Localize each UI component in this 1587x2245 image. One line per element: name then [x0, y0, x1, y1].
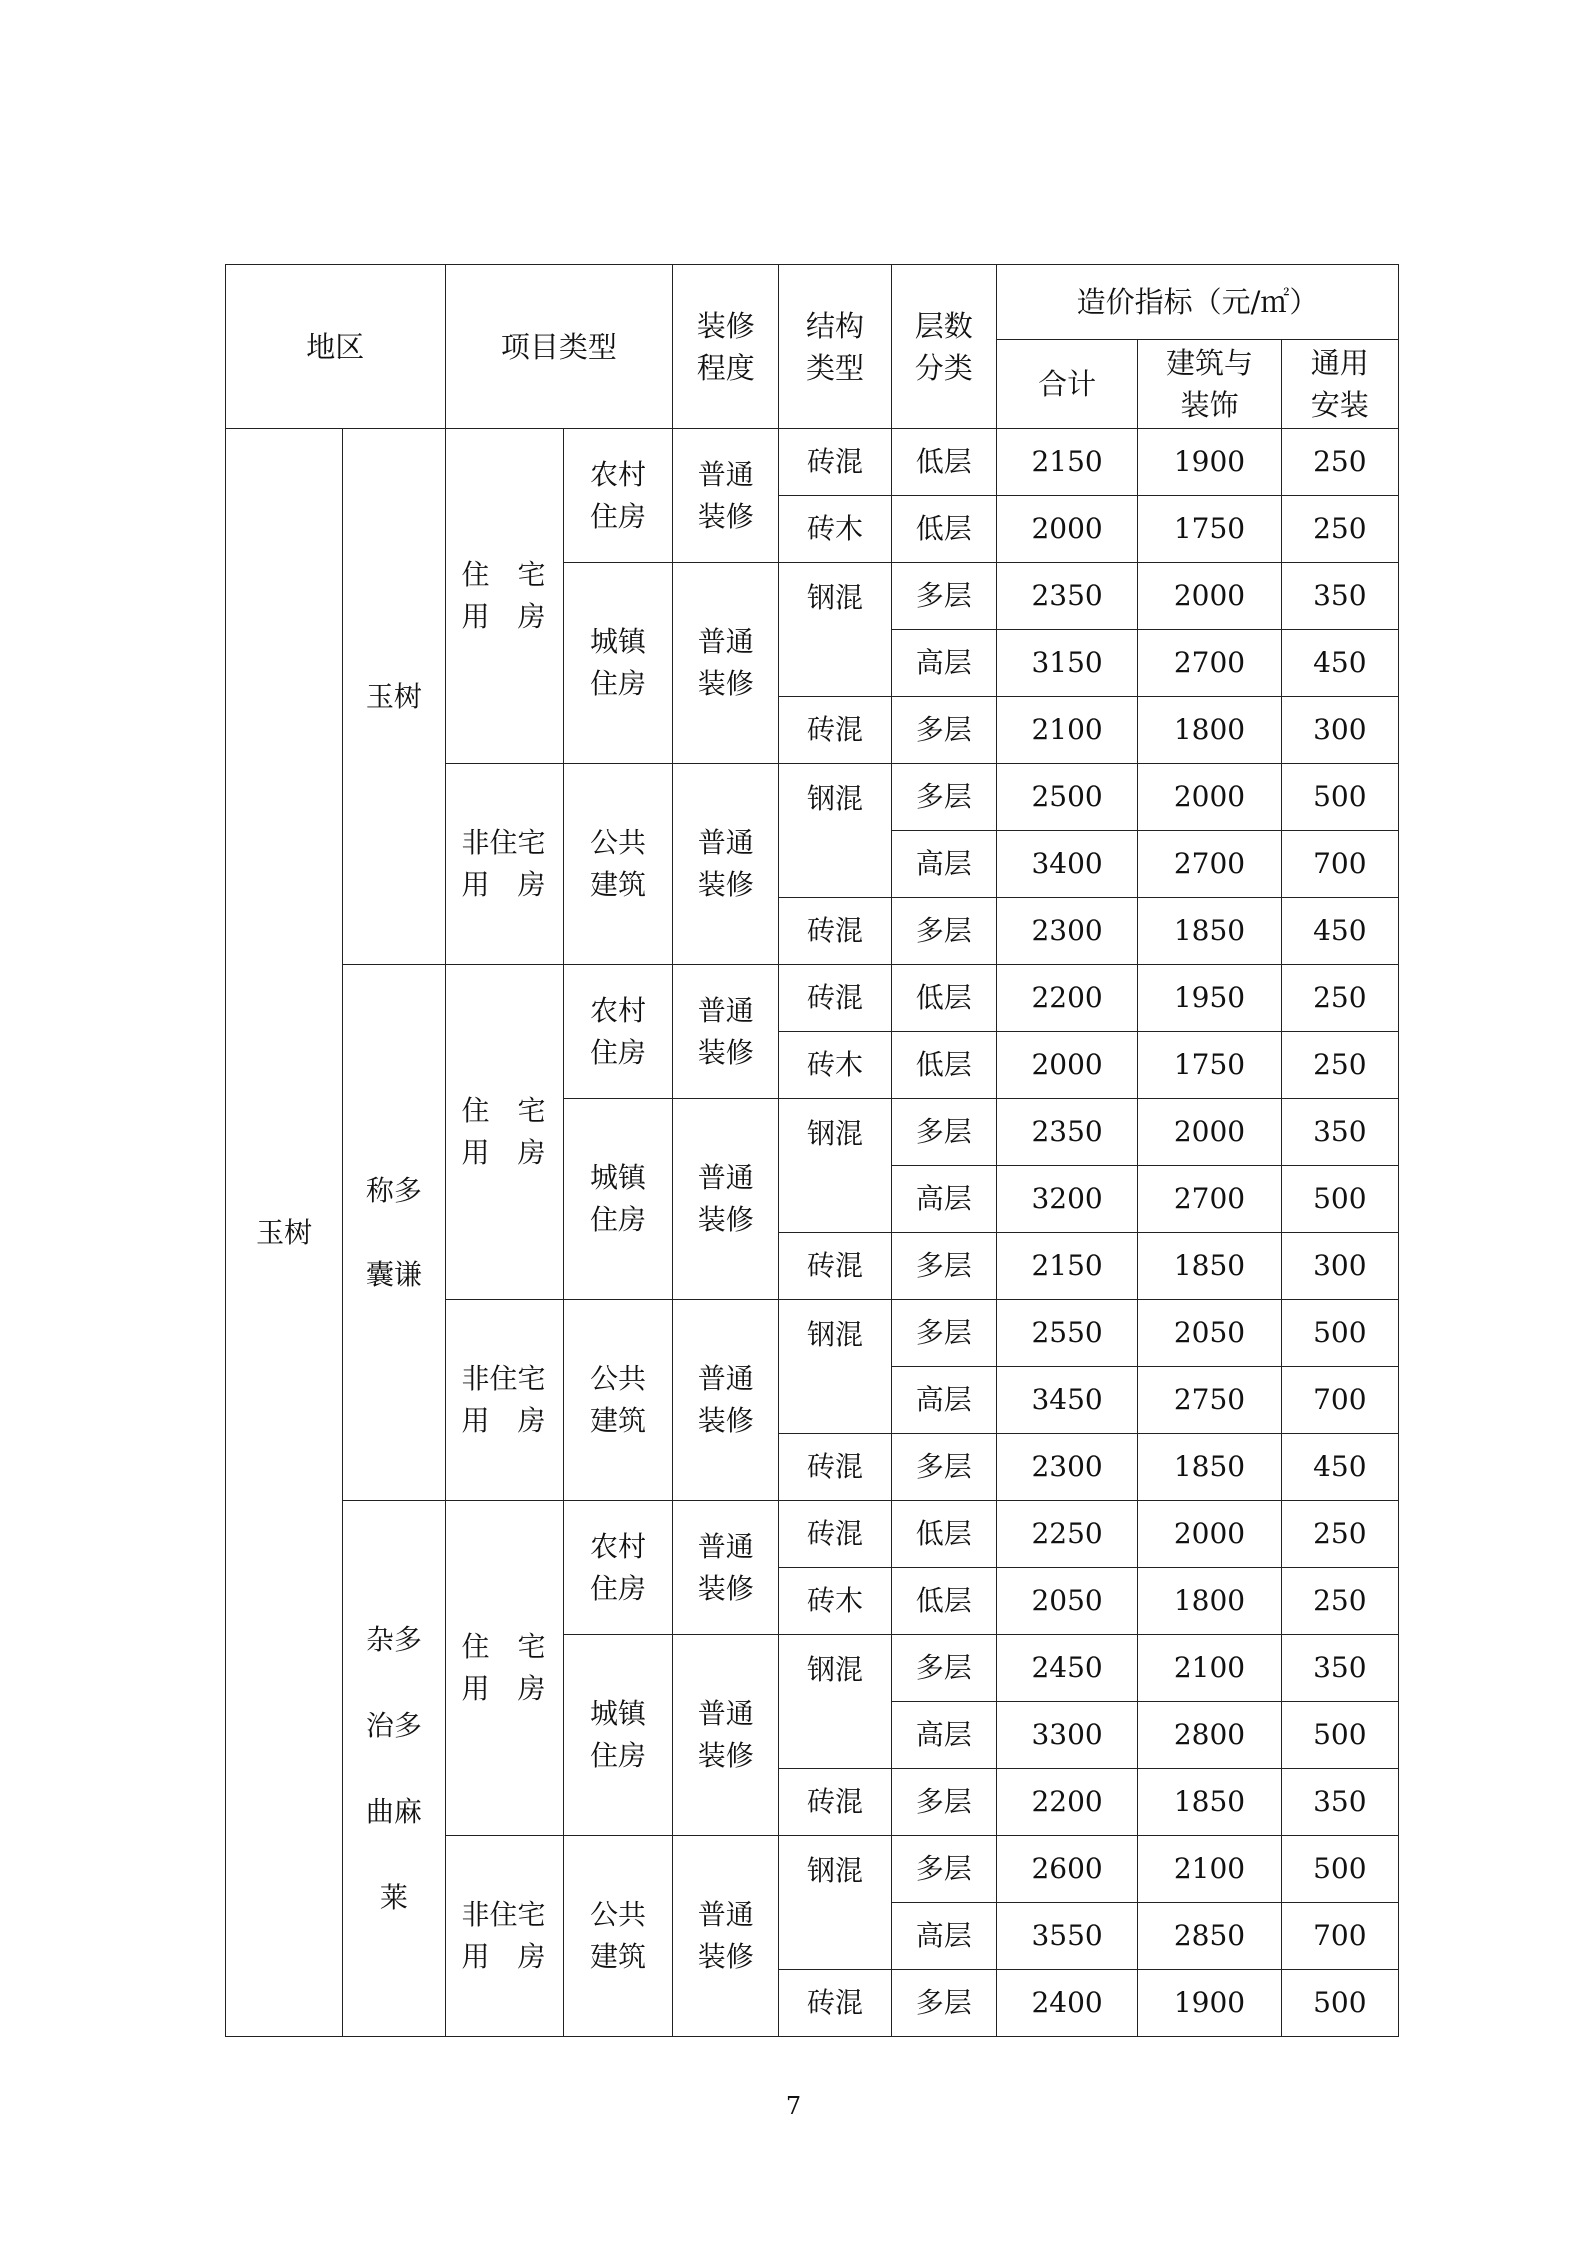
total-cell: 2600 [996, 1836, 1137, 1903]
header-structure: 结构 类型 [779, 265, 891, 429]
structure-cell: 砖混 [779, 1233, 891, 1300]
building-cost-cell: 2050 [1138, 1300, 1281, 1367]
structure-cell: 钢混 [779, 1099, 891, 1233]
total-cell: 2100 [996, 697, 1137, 764]
table-row [226, 429, 1399, 496]
decoration-cell: 普通 装修 [673, 1836, 779, 2037]
floor-cell: 高层 [891, 1166, 996, 1233]
building-cost-cell: 1750 [1138, 1032, 1281, 1099]
install-cost-cell: 500 [1281, 1836, 1398, 1903]
install-cost-cell: 450 [1281, 630, 1398, 697]
install-cost-cell: 700 [1281, 1367, 1398, 1434]
header-decoration: 装修 程度 [673, 265, 779, 429]
install-cost-cell: 300 [1281, 1233, 1398, 1300]
total-cell: 2000 [996, 1032, 1137, 1099]
floor-cell: 多层 [891, 1970, 996, 2037]
floor-cell: 多层 [891, 1635, 996, 1702]
install-cost-cell: 250 [1281, 1568, 1398, 1635]
install-cost-cell: 700 [1281, 831, 1398, 898]
install-cost-cell: 700 [1281, 1903, 1398, 1970]
install-cost-cell: 250 [1281, 965, 1398, 1032]
total-cell: 2150 [996, 429, 1137, 496]
total-cell: 3150 [996, 630, 1137, 697]
floor-cell: 多层 [891, 764, 996, 831]
decoration-cell: 普通 装修 [673, 429, 779, 563]
decoration-cell: 普通 装修 [673, 1099, 779, 1300]
county-cell: 杂多 治多 曲麻 莱 [343, 1501, 445, 2037]
subtype-cell: 公共 建筑 [563, 1300, 672, 1501]
subtype-cell: 公共 建筑 [563, 764, 672, 965]
building-cost-cell: 1800 [1138, 697, 1281, 764]
install-cost-cell: 250 [1281, 1032, 1398, 1099]
floor-cell: 低层 [891, 496, 996, 563]
decoration-cell: 普通 装修 [673, 563, 779, 764]
category-cell: 住 宅 用 房 [445, 1501, 563, 1836]
total-cell: 2500 [996, 764, 1137, 831]
header-building: 建筑与 装饰 [1138, 340, 1281, 429]
total-cell: 2350 [996, 563, 1137, 630]
subtype-cell: 公共 建筑 [563, 1836, 672, 2037]
building-cost-cell: 1950 [1138, 965, 1281, 1032]
subtype-cell: 农村 住房 [563, 965, 672, 1099]
floor-cell: 低层 [891, 1568, 996, 1635]
subtype-cell: 农村 住房 [563, 1501, 672, 1635]
decoration-cell: 普通 装修 [673, 1300, 779, 1501]
county-cell: 玉树 [343, 429, 445, 965]
floor-cell: 低层 [891, 1032, 996, 1099]
structure-cell: 砖木 [779, 1032, 891, 1099]
floor-cell: 低层 [891, 429, 996, 496]
total-cell: 2300 [996, 898, 1137, 965]
building-cost-cell: 2850 [1138, 1903, 1281, 1970]
total-cell: 2150 [996, 1233, 1137, 1300]
install-cost-cell: 450 [1281, 898, 1398, 965]
subtype-cell: 城镇 住房 [563, 1635, 672, 1836]
page-number: 7 [785, 2092, 802, 2120]
decoration-cell: 普通 装修 [673, 764, 779, 965]
structure-cell: 砖混 [779, 1970, 891, 2037]
install-cost-cell: 350 [1281, 1769, 1398, 1836]
total-cell: 2300 [996, 1434, 1137, 1501]
install-cost-cell: 500 [1281, 1970, 1398, 2037]
install-cost-cell: 500 [1281, 1300, 1398, 1367]
building-cost-cell: 2000 [1138, 1099, 1281, 1166]
building-cost-cell: 2000 [1138, 563, 1281, 630]
table-body [226, 429, 1399, 2037]
county-cell: 称多 囊谦 [343, 965, 445, 1501]
total-cell: 3400 [996, 831, 1137, 898]
floor-cell: 多层 [891, 563, 996, 630]
install-cost-cell: 350 [1281, 563, 1398, 630]
total-cell: 2200 [996, 965, 1137, 1032]
category-cell: 非住宅 用 房 [445, 764, 563, 965]
header-region: 地区 [226, 265, 446, 429]
structure-cell: 砖混 [779, 697, 891, 764]
floor-cell: 高层 [891, 831, 996, 898]
structure-cell: 砖混 [779, 965, 891, 1032]
region-cell: 玉树 [226, 429, 343, 2037]
install-cost-cell: 500 [1281, 764, 1398, 831]
floor-cell: 多层 [891, 1769, 996, 1836]
category-cell: 住 宅 用 房 [445, 429, 563, 764]
decoration-cell: 普通 装修 [673, 965, 779, 1099]
floor-cell: 低层 [891, 1501, 996, 1568]
install-cost-cell: 350 [1281, 1099, 1398, 1166]
total-cell: 3450 [996, 1367, 1137, 1434]
total-cell: 2000 [996, 496, 1137, 563]
install-cost-cell: 500 [1281, 1166, 1398, 1233]
header-floors: 层数 分类 [891, 265, 996, 429]
total-cell: 3300 [996, 1702, 1137, 1769]
header-project-type: 项目类型 [445, 265, 673, 429]
total-cell: 2350 [996, 1099, 1137, 1166]
install-cost-cell: 250 [1281, 429, 1398, 496]
total-cell: 2250 [996, 1501, 1137, 1568]
structure-cell: 钢混 [779, 764, 891, 898]
floor-cell: 多层 [891, 1300, 996, 1367]
building-cost-cell: 1850 [1138, 1233, 1281, 1300]
category-cell: 非住宅 用 房 [445, 1836, 563, 2037]
structure-cell: 钢混 [779, 563, 891, 697]
building-cost-cell: 2700 [1138, 1166, 1281, 1233]
building-cost-cell: 2100 [1138, 1635, 1281, 1702]
building-cost-cell: 2800 [1138, 1702, 1281, 1769]
building-cost-cell: 2700 [1138, 630, 1281, 697]
building-cost-cell: 2000 [1138, 764, 1281, 831]
install-cost-cell: 450 [1281, 1434, 1398, 1501]
floor-cell: 多层 [891, 1836, 996, 1903]
floor-cell: 多层 [891, 1434, 996, 1501]
table-row [226, 1501, 1399, 1568]
install-cost-cell: 500 [1281, 1702, 1398, 1769]
building-cost-cell: 2750 [1138, 1367, 1281, 1434]
structure-cell: 砖混 [779, 429, 891, 496]
structure-cell: 钢混 [779, 1300, 891, 1434]
building-cost-cell: 1800 [1138, 1568, 1281, 1635]
total-cell: 2050 [996, 1568, 1137, 1635]
building-cost-cell: 1750 [1138, 496, 1281, 563]
install-cost-cell: 350 [1281, 1635, 1398, 1702]
floor-cell: 高层 [891, 1702, 996, 1769]
subtype-cell: 城镇 住房 [563, 563, 672, 764]
install-cost-cell: 250 [1281, 1501, 1398, 1568]
subtype-cell: 城镇 住房 [563, 1099, 672, 1300]
building-cost-cell: 1850 [1138, 898, 1281, 965]
total-cell: 2400 [996, 1970, 1137, 2037]
structure-cell: 砖混 [779, 898, 891, 965]
floor-cell: 高层 [891, 1903, 996, 1970]
building-cost-cell: 1850 [1138, 1769, 1281, 1836]
table-row [226, 965, 1399, 1032]
total-cell: 2550 [996, 1300, 1137, 1367]
structure-cell: 钢混 [779, 1635, 891, 1769]
floor-cell: 多层 [891, 1099, 996, 1166]
building-cost-cell: 2000 [1138, 1501, 1281, 1568]
total-cell: 2450 [996, 1635, 1137, 1702]
decoration-cell: 普通 装修 [673, 1635, 779, 1836]
total-cell: 3200 [996, 1166, 1137, 1233]
floor-cell: 多层 [891, 898, 996, 965]
decoration-cell: 普通 装修 [673, 1501, 779, 1635]
floor-cell: 多层 [891, 697, 996, 764]
header-cost-index: 造价指标（元/㎡） [996, 265, 1398, 340]
floor-cell: 高层 [891, 630, 996, 697]
structure-cell: 钢混 [779, 1836, 891, 1970]
install-cost-cell: 250 [1281, 496, 1398, 563]
header-total: 合计 [996, 340, 1137, 429]
subtype-cell: 农村 住房 [563, 429, 672, 563]
structure-cell: 砖木 [779, 496, 891, 563]
building-cost-cell: 1900 [1138, 429, 1281, 496]
category-cell: 非住宅 用 房 [445, 1300, 563, 1501]
floor-cell: 低层 [891, 965, 996, 1032]
floor-cell: 多层 [891, 1233, 996, 1300]
building-cost-cell: 1850 [1138, 1434, 1281, 1501]
building-cost-cell: 2700 [1138, 831, 1281, 898]
structure-cell: 砖木 [779, 1568, 891, 1635]
total-cell: 2200 [996, 1769, 1137, 1836]
header-install: 通用 安装 [1281, 340, 1398, 429]
install-cost-cell: 300 [1281, 697, 1398, 764]
building-cost-cell: 2100 [1138, 1836, 1281, 1903]
structure-cell: 砖混 [779, 1434, 891, 1501]
floor-cell: 高层 [891, 1367, 996, 1434]
building-cost-cell: 1900 [1138, 1970, 1281, 2037]
category-cell: 住 宅 用 房 [445, 965, 563, 1300]
cost-index-table [225, 264, 1399, 2037]
total-cell: 3550 [996, 1903, 1137, 1970]
structure-cell: 砖混 [779, 1501, 891, 1568]
structure-cell: 砖混 [779, 1769, 891, 1836]
